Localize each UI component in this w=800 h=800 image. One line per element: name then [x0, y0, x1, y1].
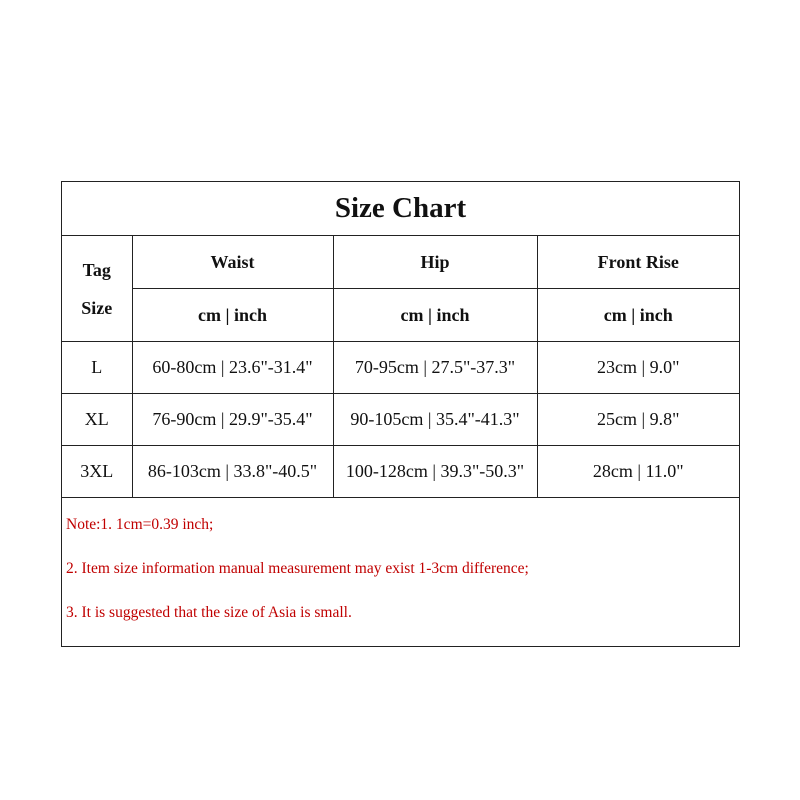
note-line-3: 3. It is suggested that the size of Asia is small. — [66, 604, 352, 621]
table-row — [62, 342, 739, 394]
table-row — [62, 394, 739, 446]
column-header-front-rise: Front Rise — [537, 236, 739, 289]
note-line-2: 2. Item size information manual measurement may exist 1-3cm difference; — [66, 560, 529, 577]
size-table — [62, 236, 739, 498]
size-cell: XL — [62, 394, 132, 446]
note-line-1: Note:1. 1cm=0.39 inch; — [66, 516, 214, 533]
waist-cell: 86-103cm | 33.8"-40.5" — [132, 446, 333, 498]
tag-size-label-line1: Tag — [82, 259, 111, 280]
size-chart-title: Size Chart — [62, 182, 739, 236]
front-rise-cell: 25cm | 9.8" — [537, 394, 739, 446]
hip-cell: 100-128cm | 39.3"-50.3" — [333, 446, 537, 498]
tag-size-header — [62, 236, 132, 342]
hip-cell: 90-105cm | 35.4"-41.3" — [333, 394, 537, 446]
front-rise-cell: 28cm | 11.0" — [537, 446, 739, 498]
notes-section — [62, 498, 739, 642]
size-chart-sheet — [61, 181, 740, 647]
waist-cell: 60-80cm | 23.6"-31.4" — [132, 342, 333, 394]
column-header-hip: Hip — [333, 236, 537, 289]
size-cell: L — [62, 342, 132, 394]
column-header-waist: Waist — [132, 236, 333, 289]
size-cell: 3XL — [62, 446, 132, 498]
waist-cell: 76-90cm | 29.9"-35.4" — [132, 394, 333, 446]
units-waist: cm | inch — [132, 289, 333, 342]
table-row — [62, 446, 739, 498]
hip-cell: 70-95cm | 27.5"-37.3" — [333, 342, 537, 394]
units-front-rise: cm | inch — [537, 289, 739, 342]
units-row — [62, 289, 739, 342]
header-row — [62, 236, 739, 289]
front-rise-cell: 23cm | 9.0" — [537, 342, 739, 394]
tag-size-label-line2: Size — [81, 297, 113, 318]
units-hip: cm | inch — [333, 289, 537, 342]
